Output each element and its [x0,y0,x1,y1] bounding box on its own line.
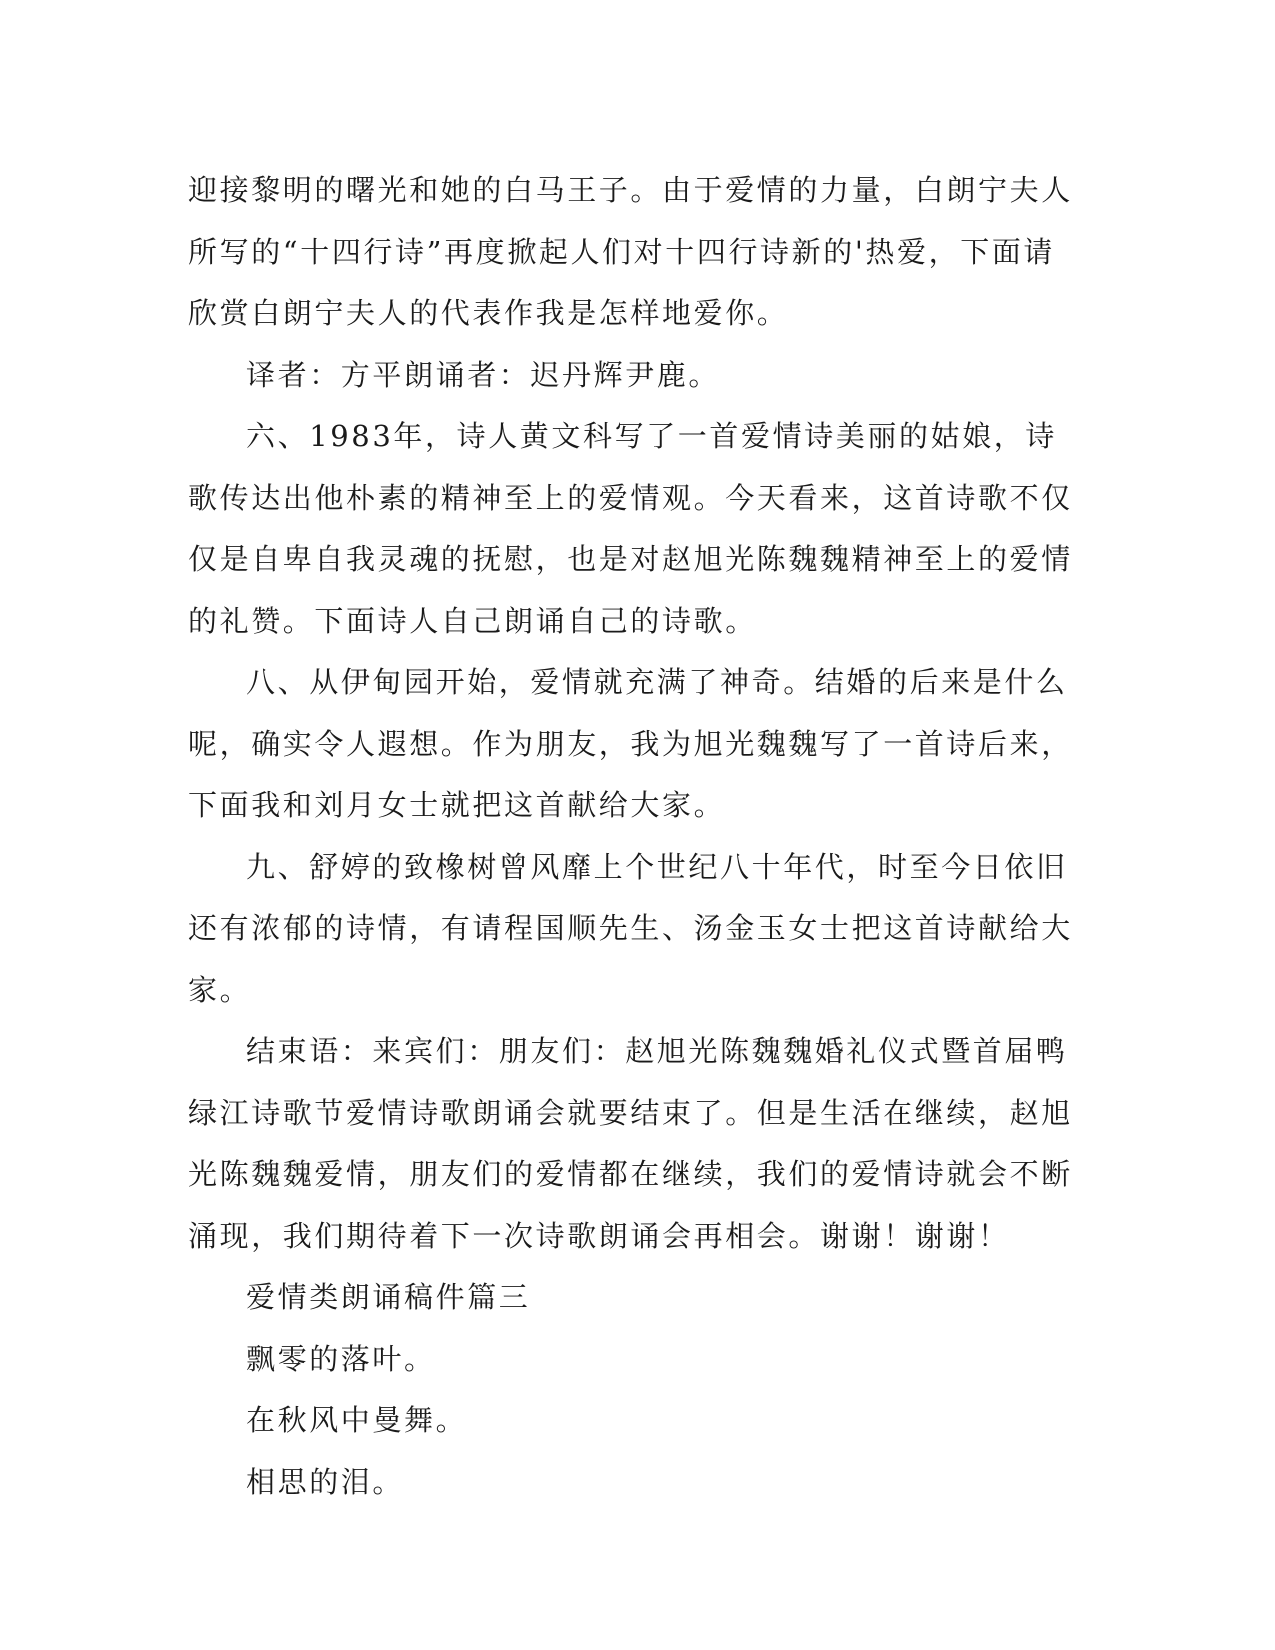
paragraph-closing-remarks: 结束语：来宾们：朋友们：赵旭光陈魏魏婚礼仪式暨首届鸭绿江诗歌节爱情诗歌朗诵会就要结束了。但是生活在继续，赵旭光陈魏魏爱情，朋友们的爱情都在继续，我们的爱情诗就会不断涌现，我们期待着下一次诗歌朗诵会再相会。谢谢！谢谢！ [188,1034,1073,1253]
paragraph-section-six: 六、1983年，诗人黄文科写了一首爱情诗美丽的姑娘，诗歌传达出他朴素的精神至上的爱情观。今天看来，这首诗歌不仅仅是自卑自我灵魂的抚慰，也是对赵旭光陈魏魏精神至上的爱情的礼赞。下面诗人自己朗诵自己的诗歌。 [188,419,1073,638]
section-heading-part-three: 爱情类朗诵稿件篇三 [246,1280,531,1314]
document-body [188,160,1078,1513]
poem-line: 飘零的落叶。 [246,1341,436,1376]
paragraph-intro-continued: 迎接黎明的曙光和她的白马王子。由于爱情的力量，白朗宁夫人所写的“十四行诗”再度掀起人们对十四行诗新的'热爱，下面请欣赏白朗宁夫人的代表作我是怎样地爱你。 [188,173,1073,330]
poem-line: 在秋风中曼舞。 [246,1403,468,1437]
paragraph-section-nine: 九、舒婷的致橡树曾风靡上个世纪八十年代，时至今日依旧还有浓郁的诗情，有请程国顺先生、汤金玉女士把这首诗献给大家。 [188,849,1073,1007]
paragraph-translator-reciter: 译者：方平朗诵者：迟丹辉尹鹿。 [246,357,721,392]
paragraph-section-eight: 八、从伊甸园开始，爱情就充满了神奇。结婚的后来是什么呢，确实令人遐想。作为朋友，我为旭光魏魏写了一首诗后来，下面我和刘月女士就把这首献给大家。 [188,665,1073,822]
poem-line: 相思的泪。 [246,1464,405,1499]
